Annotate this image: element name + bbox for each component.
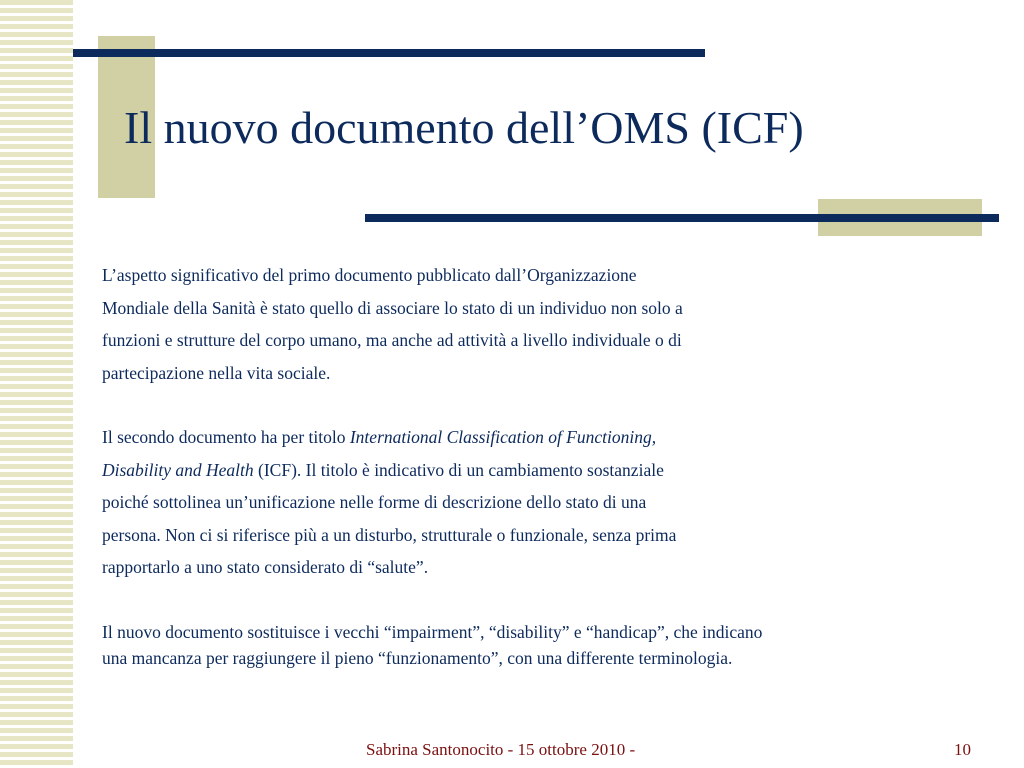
title-rule-bottom [365,214,999,222]
paragraph-3 [102,619,762,671]
paragraph-2-text: (ICF). Il titolo è indicativo di un cambiamento sostanziale [253,459,664,480]
paragraph-1-line: partecipazione nella vita sociale. [102,362,331,383]
paragraph-2-line: poiché sottolinea un’unificazione nelle forme di descrizione dello stato di una [102,492,647,512]
paragraph-2 [102,421,676,584]
slide-title: Il nuovo documento dell’OMS (ICF) [124,102,804,153]
paragraph-1-line: L’aspetto significativo del primo documento pubblicato dall’Organizzazione [102,265,637,285]
paragraph-1 [102,259,683,389]
paragraph-2-line: rapportarlo a uno stato considerato di “salute”. [102,557,429,577]
paragraph-3-line: Il nuovo documento sostituisce i vecchi “impairment”, “disability” e “handicap”, che indicano [102,622,763,642]
icf-title-italic: International Classification of Functioning, [349,427,657,447]
paragraph-1-line: funzioni e strutture del corpo umano, ma anche ad attività a livello individuale o di [102,330,682,350]
paragraph-2-line: persona. Non ci si riferisce più a un disturbo, strutturale o funzionale, senza prima [102,524,677,545]
footer-author-date: Sabrina Santonocito - 15 ottobre 2010 - [366,740,636,759]
paragraph-2-line [102,454,676,487]
decorative-stripes [0,0,73,768]
title-rule-top [73,49,705,57]
paragraph-3-line: una mancanza per raggiungere il pieno “funzionamento”, con una differente terminologia. [102,648,733,668]
paragraph-2-text: Il secondo documento ha per titolo [102,427,350,447]
paragraph-2-line [102,421,676,454]
paragraph-1-line: Mondiale della Sanità è stato quello di associare lo stato di un individuo non solo a [102,297,683,318]
footer-page-number: 10 [954,740,971,759]
icf-title-italic: Disability and Health [102,459,254,480]
